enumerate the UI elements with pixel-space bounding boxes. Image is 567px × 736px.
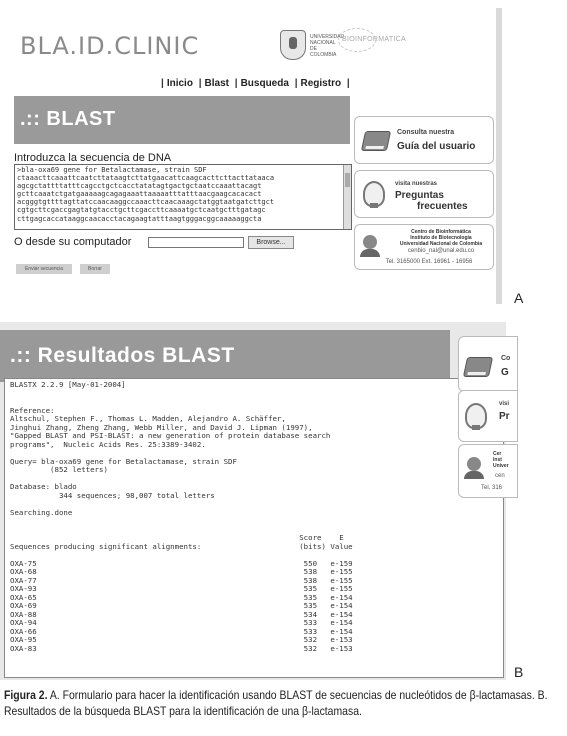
faq-link[interactable] xyxy=(458,390,518,442)
sequence-label: Introduzca la secuencia de DNA xyxy=(14,152,172,164)
contact-email[interactable]: cenbio_nal@unal.edu.co xyxy=(407,248,475,254)
guide-subtitle: Co xyxy=(501,355,511,362)
results-output[interactable] xyxy=(4,378,504,678)
sequence-scrollbar[interactable] xyxy=(343,165,351,229)
blast-results-panel xyxy=(0,322,567,680)
site-logo[interactable]: BLA.ID.CLINIC xyxy=(20,32,200,60)
faq-title-line1: Preguntas xyxy=(395,190,444,201)
book-icon xyxy=(463,357,493,377)
person-icon xyxy=(363,235,377,249)
results-text: BLASTX 2.2.9 [May-01-2004] Reference: Altschul, Stephen F., Thomas L. Madden, Alejandro A. Schäffer, Jinghui Zhang, Zheng Zhang, Webb Miller, and David J. Lipman (1997), "Gapped BLAST and PSI-BLAST: a new generation of protein database search programs", Nucleic Acids Res. 25:3389-3402. Query= bla-oxa69 gene for Betalactamase, strain SDF (852 letters) Database: blado 344 sequences; 98,007 total letters Searching.done Score E Sequences producing significant alignments: (bits) Value OXA-75 550 e-159 OXA-68 538 e-155 OXA-77 538 e-155 OXA-93 535 e-155 OXA-65 535 e-154 OXA-69 535 e-154 OXA-88 534 e-154 OXA-94 533 e-154 OXA-66 533 e-154 OXA-95 532 e-153 OXA-83 532 e-153 xyxy=(10,380,353,653)
submit-sequence-button[interactable]: Enviar secuencia xyxy=(16,264,72,274)
nav-registro[interactable]: Registro xyxy=(300,78,342,89)
lightbulb-icon xyxy=(465,403,487,429)
page-banner xyxy=(14,96,350,144)
contact-phone: Tel. 316 xyxy=(481,485,503,491)
contact-box xyxy=(354,224,494,270)
guide-subtitle: Consulta nuestra xyxy=(397,129,455,136)
nav-blast[interactable]: Blast xyxy=(204,78,229,89)
bioinformatics-logo: BIOINFORMATICA xyxy=(342,36,406,43)
contact-box xyxy=(458,444,518,498)
university-seal-icon xyxy=(280,30,306,60)
guide-title: Guía del usuario xyxy=(397,141,476,152)
lightbulb-icon xyxy=(363,181,385,207)
file-upload-label: O desde su computador xyxy=(14,236,132,248)
blast-form-panel xyxy=(10,8,502,304)
panel-letter-b: B xyxy=(514,664,524,680)
results-banner xyxy=(0,330,450,382)
caption-text: A. Formulario para hacer la identificación usando BLAST de secuencias de nucleótidos de β-lactamasas. B. Resultados de la búsqueda BLAST para la identificación de una β-lactamasa. xyxy=(4,689,548,718)
user-guide-link[interactable] xyxy=(458,336,518,392)
contact-phone: Tel. 3165000 Ext. 16961 - 16956 xyxy=(385,259,473,265)
results-title: .:: Resultados BLAST xyxy=(10,344,235,367)
guide-title: G xyxy=(501,367,509,378)
person-icon xyxy=(467,457,481,471)
main-nav: | Inicio | Blast | Busqueda | Registro | xyxy=(161,78,350,89)
figure-caption xyxy=(4,688,562,720)
sequence-textarea[interactable] xyxy=(14,164,352,230)
book-icon xyxy=(361,131,391,151)
panel-letter-a: A xyxy=(514,290,524,306)
faq-subtitle: visita nuestras xyxy=(395,181,438,187)
sequence-text: >bla-oxa69 gene for Betalactamase, strain SDF ctaaacttcaaattcaatcttataagtcttatgaacattcaagcacttcttacttataaca agcgctattttatttcagcctgctcacctatatagtgactgctaatccaaattacagt gcttcaaatctgatgaaaaagcagagaaattaaaaatttatttaacgaagcacacact acgggtgttttagttatccaacaaggccaaacttcaacaaagctatggtaatgatcttgct cgtgcttcgaccgagtatgtacctgcttcgaccttcaaaatgctcaatgctttgatagc cttgagcaccataaggcaacacctacagaagtatttaagtgggacggcaaaaaggcta xyxy=(17,166,275,223)
browse-button[interactable]: Browse... xyxy=(248,236,294,249)
file-path-input[interactable] xyxy=(148,237,244,248)
contact-email[interactable]: cen xyxy=(495,473,505,479)
faq-title-line2: frecuentes xyxy=(417,201,468,212)
university-logo-text: UNIVERSIDAD NACIONAL DE COLOMBIA xyxy=(310,34,345,58)
caption-label: Figura 2. xyxy=(4,689,48,702)
center-title: Cer Inst Univer xyxy=(493,451,509,469)
center-title: Centro de Bioinformática Instituto de Biotecnología Universidad Nacional de Colombia xyxy=(399,229,483,247)
faq-title: Pr xyxy=(499,411,510,422)
user-guide-link[interactable] xyxy=(354,116,494,164)
faq-subtitle: visi xyxy=(499,401,510,407)
page-title: .:: BLAST xyxy=(20,108,116,130)
nav-inicio[interactable]: Inicio xyxy=(166,78,193,89)
clear-button[interactable]: Borrar xyxy=(80,264,110,274)
nav-busqueda[interactable]: Busqueda xyxy=(240,78,289,89)
faq-link[interactable] xyxy=(354,170,494,218)
